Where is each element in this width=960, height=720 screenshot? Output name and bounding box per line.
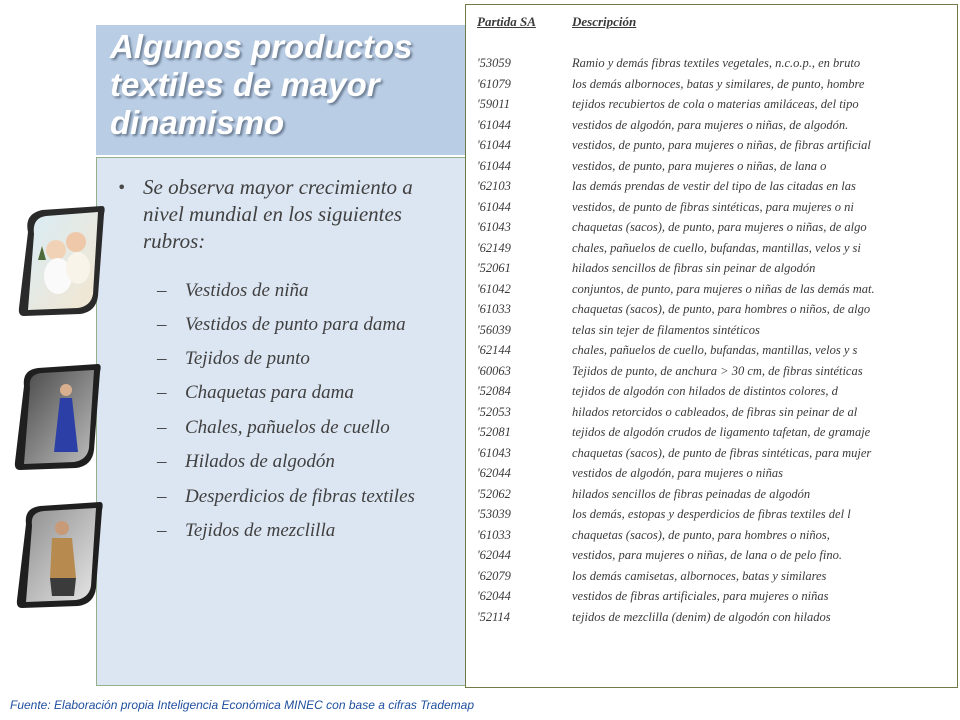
row-code: '52053 [477,404,511,419]
dash-icon: – [157,486,167,507]
row-description: chaquetas (sacos), de punto, para hombres o niños, [572,527,830,542]
table-row [477,220,955,240]
row-code: '61079 [477,76,511,91]
column-header-code: Partida SA [477,14,536,29]
row-code: '52114 [477,609,510,624]
row-description: telas sin tejer de filamentos sintéticos [572,322,760,337]
row-description: tejidos de algodón con hilados de distintos colores, d [572,384,838,398]
row-description: vestidos, para mujeres o niñas, de lana o de pelo fino. [572,548,842,562]
dash-icon: – [157,314,167,335]
list-item: – Hilados de algodón [157,451,335,472]
row-description: chaquetas (sacos), de punto, para mujeres o niñas, de algo [572,220,867,234]
table-row [477,487,955,507]
list-item: – Vestidos de punto para dama [157,314,406,335]
row-code: '62044 [477,589,511,603]
row-description: hilados sencillos de fibras sin peinar de algodón [572,261,816,275]
table-row [477,384,955,404]
table-row [477,323,955,343]
row-description: los demás albornoces, batas y similares, de punto, hombre [572,76,865,91]
list-item: – Desperdicios de fibras textiles [157,486,415,507]
dash-icon: – [157,348,167,369]
row-description: hilados retorcidos o cableados, de fibras sin peinar de al [572,404,858,419]
row-code: '61044 [477,138,511,152]
row-code: '62144 [477,343,511,357]
row-code: '52062 [477,486,511,501]
row-description: chaquetas (sacos), de punto, para hombres o niños, de algo [572,302,871,316]
list-item: – Tejidos de punto [157,348,310,369]
row-description: vestidos, de punto, para mujeres o niñas, de fibras artificial [572,138,871,152]
row-code: '53059 [477,56,511,70]
dash-icon: – [157,451,167,472]
dash-icon: – [157,417,167,438]
row-description: chaquetas (sacos), de punto de fibras sintéticas, para mujer [572,445,872,460]
table-row [477,589,955,609]
column-header-description: Descripción [572,14,637,29]
row-description: las demás prendas de vestir del tipo de las citadas en las [572,179,856,193]
dash-icon: – [157,280,167,301]
row-code: '52084 [477,384,511,398]
row-description: los demás, estopas y desperdicios de fibras textiles del l [572,507,851,521]
row-code: '52061 [477,261,511,275]
row-code: '62149 [477,240,511,255]
table-row [477,282,955,302]
table-row [477,302,955,322]
row-code: '53039 [477,507,511,521]
table-row [477,261,955,281]
row-code: '62103 [477,179,511,193]
row-code: '61043 [477,445,511,460]
dash-icon: – [157,382,167,403]
list-item: – Tejidos de mezclilla [157,520,336,541]
table-row [477,528,955,548]
intro-text: Se observa mayor crecimiento a nivel mundial en los siguientes rubros: [143,175,413,253]
row-code: '62044 [477,466,511,480]
table-row [477,200,955,220]
row-description: conjuntos, de punto, para mujeres o niñas de las demás mat. [572,281,875,296]
list-item: – Chales, pañuelos de cuello [157,417,390,438]
row-description: Tejidos de punto, de anchura > 30 cm, de fibras sintéticas [572,363,863,378]
man-jacket-photo [12,498,108,610]
table-row [477,56,955,76]
woman-dress-photo [10,360,106,472]
table-row [477,97,955,117]
source-note: Fuente: Elaboración propia Inteligencia Económica MINEC con base a cifras Trademap [10,698,475,712]
row-description: tejidos de mezclilla (denim) de algodón con hilados [572,609,831,624]
bullet-icon: • [117,178,127,197]
row-code: '61044 [477,117,511,132]
row-description: chales, pañuelos de cuello, bufandas, mantillas, velos y si [572,240,861,255]
row-description: los demás camisetas, albornoces, batas y similares [572,568,827,583]
row-code: '62079 [477,568,511,583]
table-row [477,118,955,138]
row-code: '61042 [477,281,511,296]
row-description: vestidos de fibras artificiales, para mujeres o niñas [572,589,829,603]
row-code: '61044 [477,158,511,173]
row-description: vestidos de algodón, para mujeres o niñas [572,466,783,480]
table-row [477,610,955,630]
row-code: '52081 [477,425,511,439]
table-row [477,446,955,466]
table-row [477,548,955,568]
table-row [477,138,955,158]
row-code: '56039 [477,322,511,337]
table-row [477,77,955,97]
row-code: '60063 [477,363,511,378]
baby-photo [14,200,110,320]
row-description: hilados sencillos de fibras peinadas de algodón [572,486,811,501]
list-item: – Chaquetas para dama [157,382,354,403]
row-code: '61044 [477,199,511,214]
row-description: vestidos de algodón, para mujeres o niñas, de algodón. [572,117,849,132]
table-row [477,507,955,527]
row-code: '62044 [477,548,511,562]
row-code: '59011 [477,97,510,111]
table-row [477,364,955,384]
table-row [477,241,955,261]
row-description: Ramio y demás fibras textiles vegetales, n.c.o.p., en bruto [572,56,861,70]
table-row [477,569,955,589]
row-description: chales, pañuelos de cuello, bufandas, mantillas, velos y s [572,343,858,357]
row-description: tejidos de algodón crudos de ligamento tafetan, de gramaje [572,425,871,439]
row-code: '61043 [477,220,511,234]
dash-icon: – [157,520,167,541]
table-row [477,466,955,486]
row-description: tejidos recubiertos de cola o materias amiláceas, del tipo [572,97,859,111]
row-code: '61033 [477,527,511,542]
row-description: vestidos, de punto, para mujeres o niñas, de lana o [572,158,827,173]
list-item: – Vestidos de niña [157,280,309,301]
slide-title: Algunos productos textiles de mayor dinamismo [110,28,413,141]
table-row [477,159,955,179]
table-row [477,425,955,445]
table-row [477,405,955,425]
row-code: '61033 [477,302,511,316]
row-description: vestidos, de punto de fibras sintéticas, para mujeres o ni [572,199,854,214]
table-row [477,343,955,363]
table-row [477,179,955,199]
